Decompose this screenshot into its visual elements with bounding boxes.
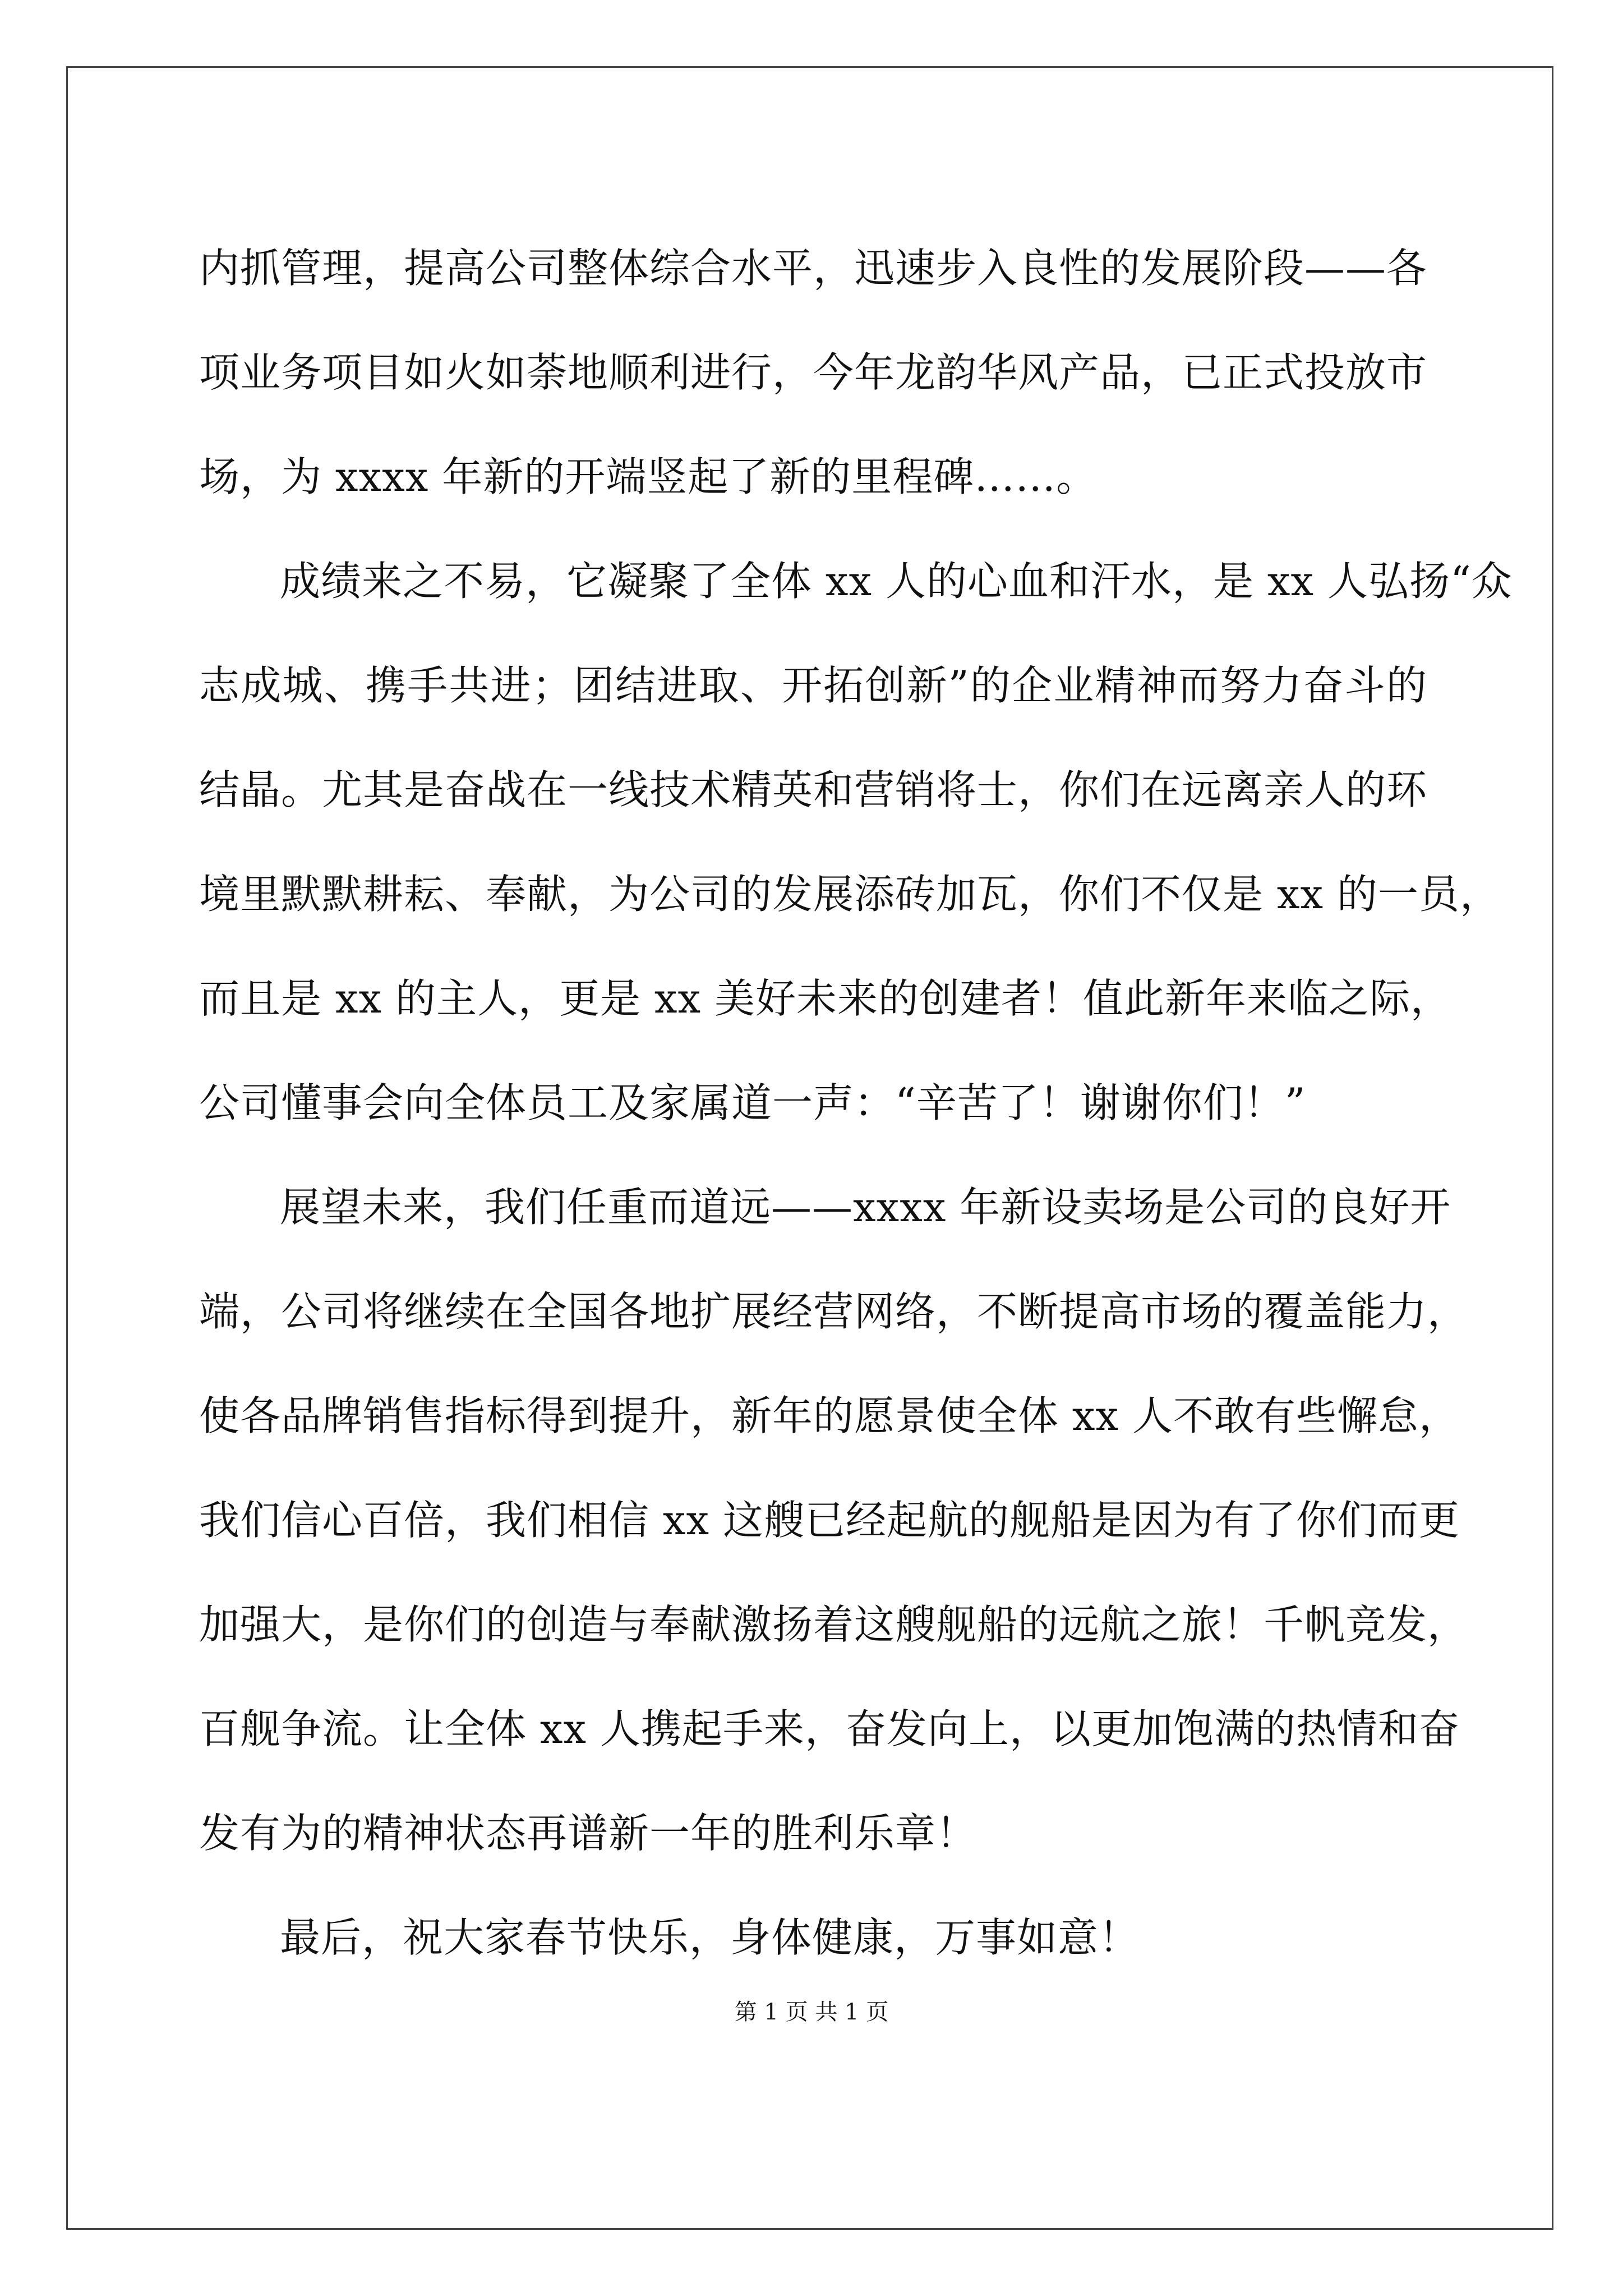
text-line: 项业务项目如火如荼地顺利进行，今年龙韵华风产品，已正式投放市	[199, 349, 1428, 396]
text-line: 百舰争流。让全体 xx 人携起手来，奋发向上，以更加饱满的热情和奋	[199, 1705, 1460, 1752]
text-line: 结晶。尤其是奋战在一线技术精英和营销将士，你们在远离亲人的环	[199, 766, 1428, 813]
paragraph-1	[199, 216, 1427, 529]
text-line: 使各品牌销售指标得到提升，新年的愿景使全体 xx 人不敢有些懈怠，	[199, 1392, 1460, 1439]
paragraph-3	[199, 1155, 1469, 1885]
paragraph-2	[199, 529, 1513, 1155]
document-body	[199, 216, 1513, 1990]
text-line: 场，为 xxxx 年新的开端竖起了新的里程碑……。	[199, 453, 1098, 500]
text-line: 展望未来，我们任重而道远——xxxx 年新设卖场是公司的良好开	[280, 1184, 1451, 1231]
page-number-label: 第 1 页 共 1 页	[734, 1999, 889, 2025]
text-line: 而且是 xx 的主人，更是 xx 美好未来的创建者！值此新年来临之际，	[199, 975, 1451, 1022]
text-line: 加强大，是你们的创造与奉献激扬着这艘舰船的远航之旅！千帆竞发，	[199, 1601, 1469, 1648]
paragraph-4	[199, 1885, 1427, 1990]
text-line: 内抓管理，提高公司整体综合水平，迅速步入良性的发展阶段——各	[199, 245, 1428, 292]
text-line: 最后，祝大家春节快乐，身体健康，万事如意！	[280, 1914, 1140, 1961]
text-line: 发有为的精神状态再谱新一年的胜利乐章！	[199, 1810, 978, 1857]
text-line: 成绩来之不易，它凝聚了全体 xx 人的心血和汗水，是 xx 人弘扬“众	[280, 558, 1513, 605]
text-line: 我们信心百倍，我们相信 xx 这艘已经起航的舰船是因为有了你们而更	[199, 1497, 1460, 1544]
text-line: 端，公司将继续在全国各地扩展经营网络，不断提高市场的覆盖能力，	[199, 1288, 1469, 1335]
text-line: 公司懂事会向全体员工及家属道一声：“辛苦了！谢谢你们！”	[199, 1079, 1306, 1126]
text-line: 境里默默耕耘、奉献，为公司的发展添砖加瓦，你们不仅是 xx 的一员，	[199, 871, 1501, 918]
text-line: 志成城、携手共进；团结进取、开拓创新”的企业精神而努力奋斗的	[199, 662, 1427, 709]
page-footer	[0, 1998, 1623, 2026]
